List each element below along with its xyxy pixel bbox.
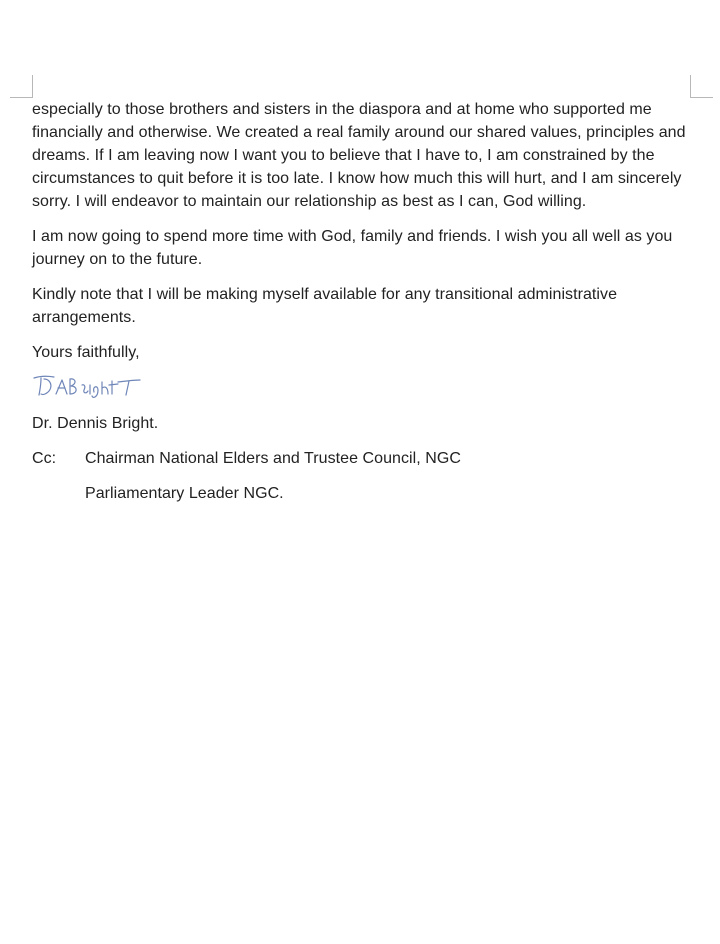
cc-label: Cc: bbox=[32, 450, 57, 467]
handwritten-signature bbox=[32, 372, 144, 402]
closing-salutation: Yours faithfully, bbox=[32, 344, 140, 361]
cc-line bbox=[32, 447, 692, 470]
paragraph-closing-remarks: especially to those brothers and sisters in the diaspora and at home who supported me financially and otherwise. We created a real family around our shared values, principles and dreams. If I am leaving now I want you to believe that I have to, I am constrained by the circumstances to quit before it is too late. I know how much this will hurt, and I am sincerely sorry. I will endeavor to maintain our relationship as best as I can, God willing. bbox=[32, 101, 686, 210]
page-corner-mark-top-right bbox=[690, 75, 713, 98]
cc-recipient: Chairman National Elders and Trustee Council, NGC bbox=[85, 450, 461, 467]
page-corner-mark-top-left bbox=[10, 75, 33, 98]
paragraph-future-plans: I am now going to spend more time with God, family and friends. I wish you all well as you journey on to the future. bbox=[32, 228, 673, 268]
paragraph-transition-note: Kindly note that I will be making myself available for any transitional administrative arrangements. bbox=[32, 286, 618, 326]
letter-body bbox=[32, 98, 692, 517]
cc-recipient: Parliamentary Leader NGC. bbox=[85, 485, 284, 502]
signer-name: Dr. Dennis Bright. bbox=[32, 415, 159, 432]
